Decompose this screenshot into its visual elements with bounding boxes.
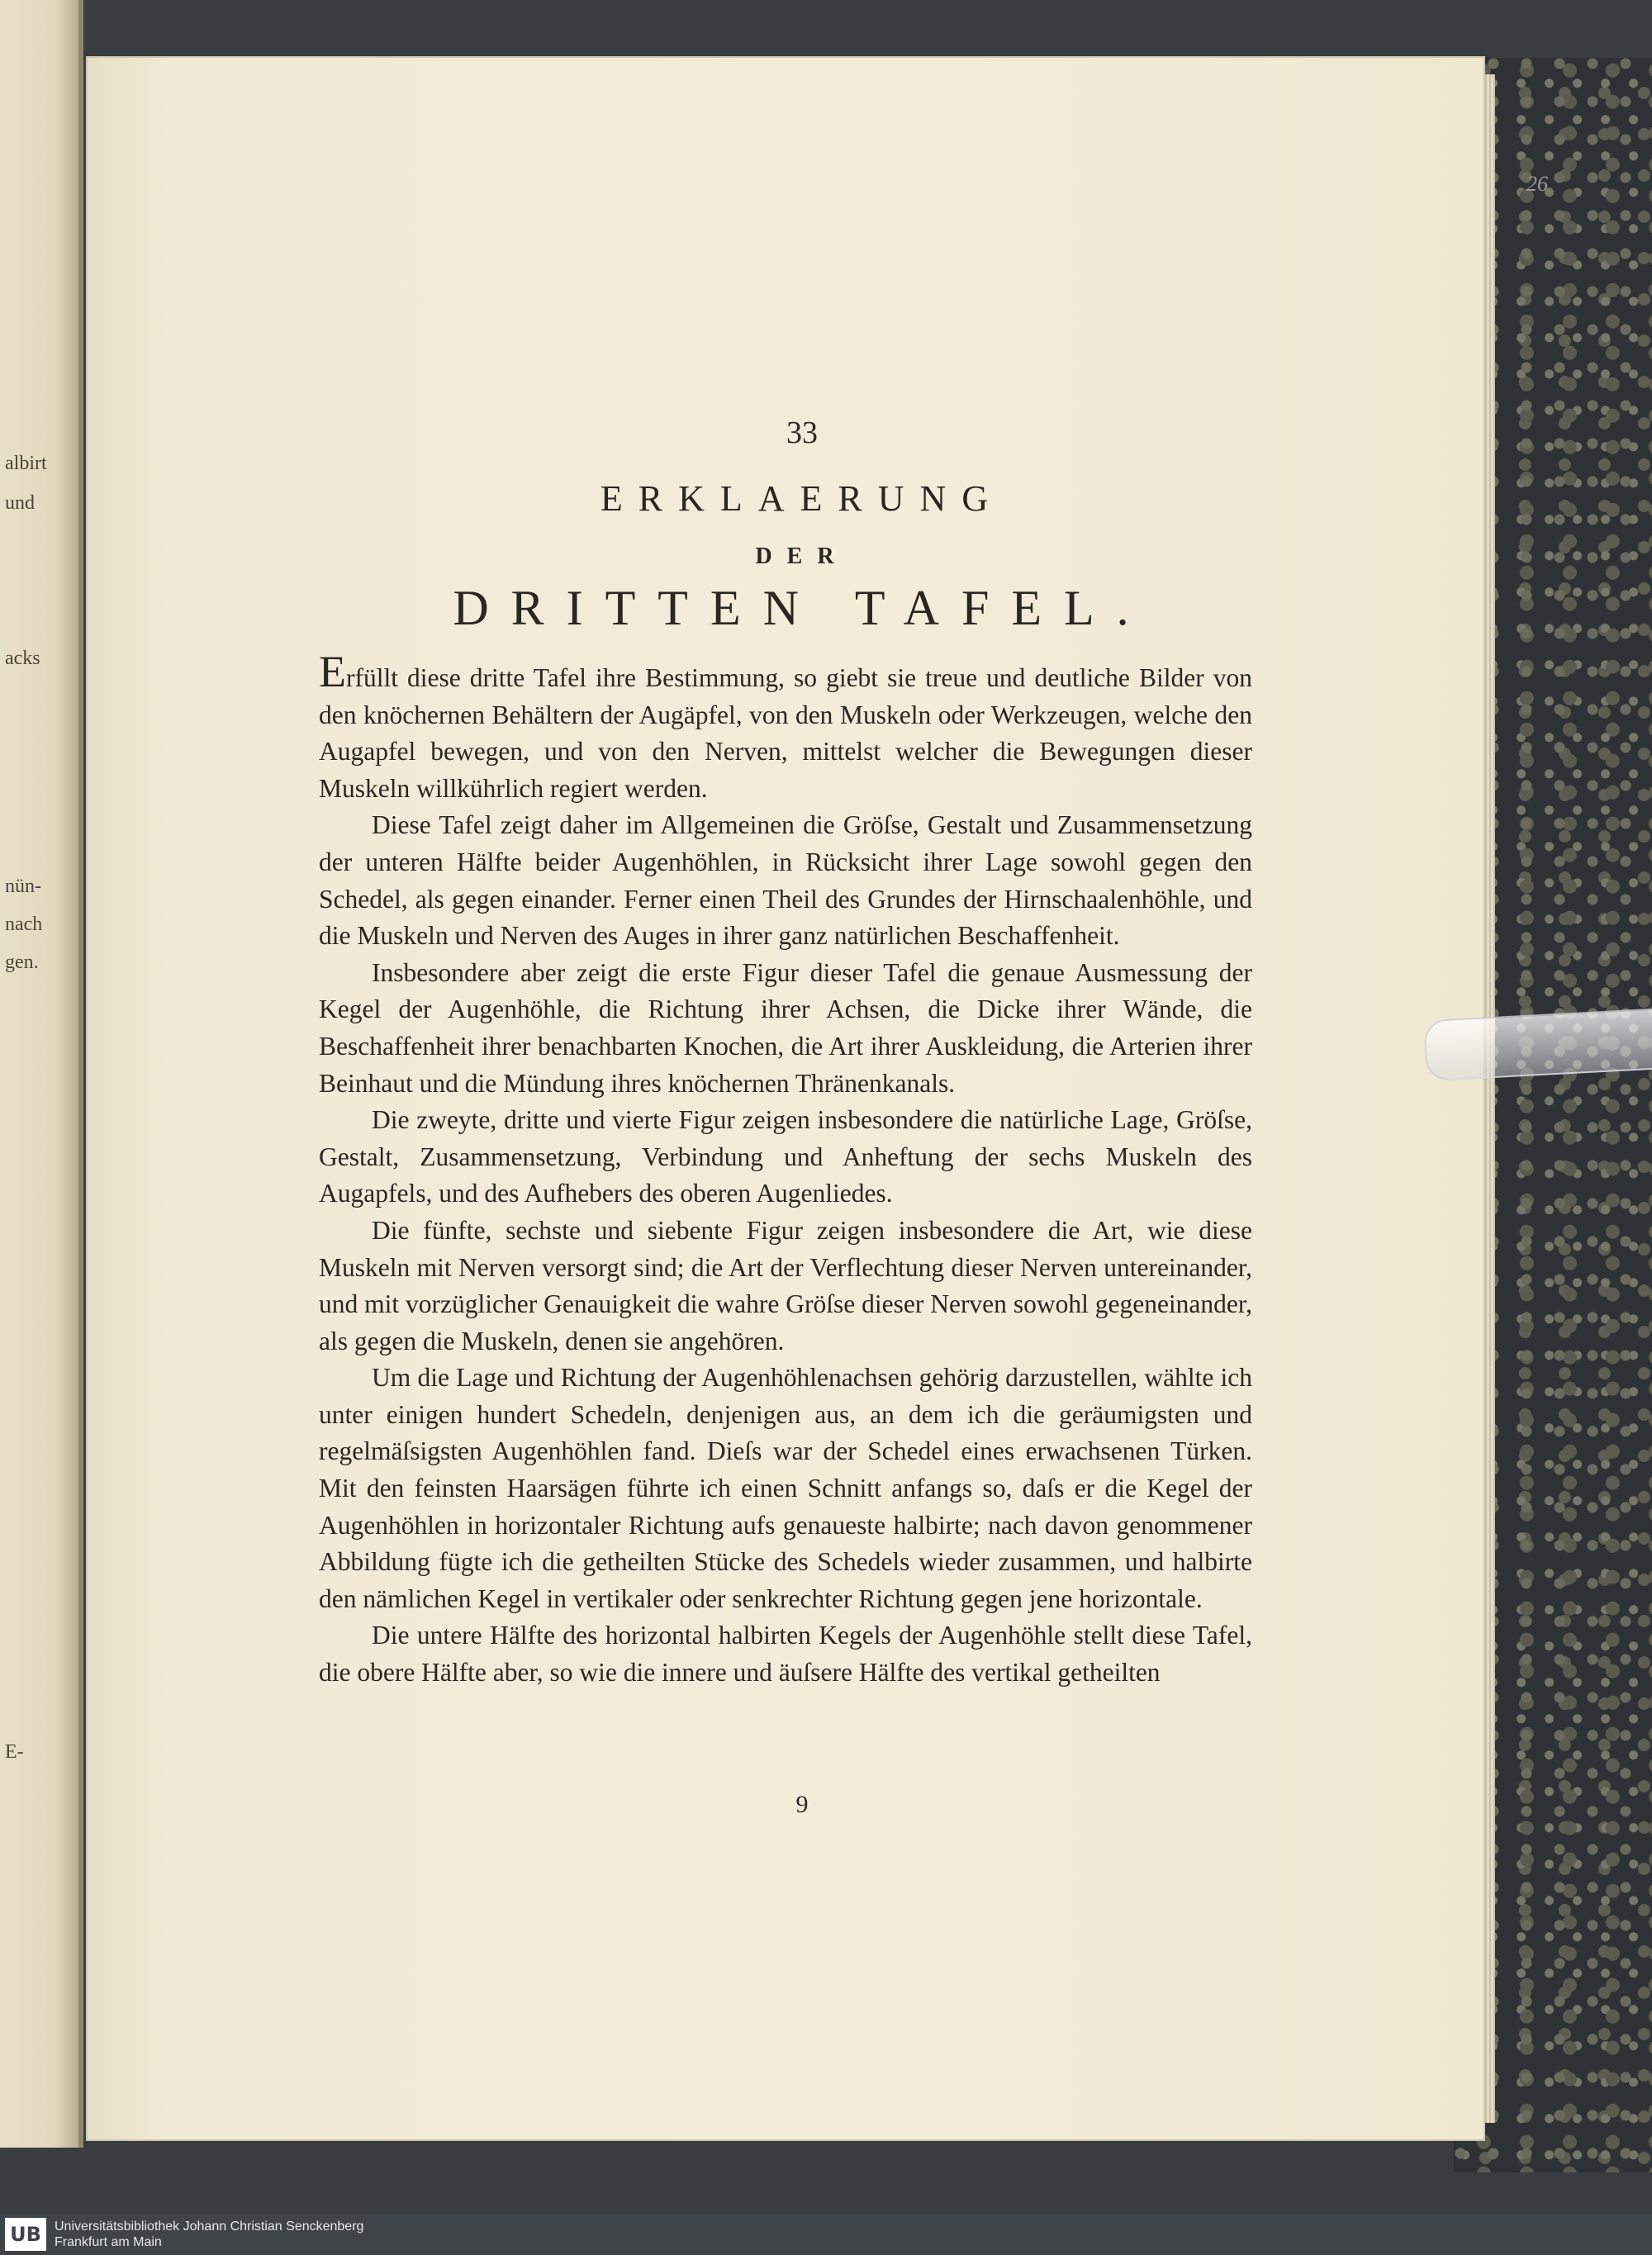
paragraph-3: Insbesondere aber zeigt die erste Figur dieser Tafel die genaue Ausmessung der Kegel der Augenhöhle, die Richtung ihrer Achsen, die Dicke ihrer Wände, die Beschaffenheit ihrer benachbarten Knochen, die Art ihrer Auskleidung, die Arterien ihrer Beinhaut und die Mündung ihres knöchernen Thränenkanals. bbox=[319, 957, 1252, 1098]
book-page bbox=[88, 58, 1548, 2139]
left-page-fragment: gen. bbox=[5, 952, 39, 973]
pencil-folio-number: 26 bbox=[1526, 172, 1548, 196]
library-name: Universitätsbibliothek Johann Christian Senckenberg bbox=[55, 2219, 364, 2234]
heading-line-2: DER bbox=[755, 544, 849, 569]
paragraph-2: Diese Tafel zeigt daher im Allgemeinen die Gröſse, Gestalt und Zusammensetzung der unteren Hälfte beider Augenhöhlen, in Rücksicht ihrer Lage sowohl gegen den Schedel, als gegen einander. Ferner einen Theil des Grundes der Hirnschaalenhöhle, und die Muskeln und Nerven des Auges in ihrer ganz natürlichen Beschaffenheit. bbox=[319, 810, 1252, 951]
paragraph-6: Um die Lage und Richtung der Augenhöhlenachsen gehörig darzustellen, wählte ich unter einigen hundert Schedeln, denjenigen aus, an dem ich die geräumigsten und regelmäſsigsten Augenhöhlen fand. Dieſs war der Schedel eines erwachsenen Türken. Mit den feinsten Haarsägen führte ich einen Schnitt anfangs so, daſs er die Kegel der Augenhöhlen in horizontaler Richtung aufs genaueste halbirte; nach davon genommener Abbildung fügte ich die getheilten Stücke des Schedels wieder zusammen, und halbirte den nämlichen Kegel in vertikaler oder senkrechter Richtung gegen jene horizontale. bbox=[319, 1363, 1252, 1613]
signature-mark: 9 bbox=[795, 1791, 809, 1818]
heading-line-3: DRITTEN TAFEL. bbox=[453, 581, 1151, 635]
body-text bbox=[319, 647, 1252, 1692]
left-page-fragment: nün- bbox=[5, 876, 41, 897]
paragraph-4: Die zweyte, dritte und vierte Figur zeigen insbesondere die natürliche Lage, Gröſse, Gestalt, Zusammensetzung, Verbindung und Anheftung der sechs Muskeln des Augapfels, und des Aufhebers des oberen Augenliedes. bbox=[319, 1105, 1252, 1208]
library-city: Frankfurt am Main bbox=[55, 2235, 162, 2249]
plexiglass-page-holder bbox=[1423, 1009, 1652, 1082]
left-page-fragment: E- bbox=[5, 1741, 24, 1763]
left-page-fragment: nach bbox=[5, 914, 43, 935]
left-page-fragment: albirt bbox=[5, 453, 47, 474]
paragraph-1-text: rfüllt diese dritte Tafel ihre Bestimmung, so giebt sie treue und deutliche Bilder von den knöchernen Behältern der Augäpfel, von den Muskeln oder Werkzeugen, welche den Augapfel bewegen, und von den Nerven, mittelst welcher die Bewegungen dieser Muskeln willkührlich regiert werden. bbox=[319, 663, 1252, 803]
left-page-fragment: und bbox=[5, 492, 35, 514]
left-page-edge bbox=[0, 0, 83, 2148]
library-footer-bar bbox=[0, 2214, 1652, 2255]
paragraph-7: Die untere Hälfte des horizontal halbirten Kegels der Augenhöhle stellt diese Tafel, die obere Hälfte aber, so wie die innere und äuſsere Hälfte des vertikal getheilten bbox=[319, 1621, 1252, 1688]
heading-line-1: ERKLAERUNG bbox=[600, 478, 1004, 519]
left-page-fragment: acks bbox=[5, 648, 40, 669]
paragraph-1 bbox=[319, 647, 1252, 807]
drop-cap: E bbox=[319, 647, 346, 696]
ub-logo-icon: UB bbox=[5, 2218, 46, 2251]
page-number: 33 bbox=[786, 415, 818, 450]
paragraph-5: Die fünfte, sechste und siebente Figur zeigen insbesondere die Art, wie diese Muskeln mit Nerven versorgt sind; die Art der Verflechtung dieser Nerven untereinander, und mit vorzüglicher Genauigkeit die wahre Gröſse dieser Nerven sowohl gegeneinander, als gegen die Muskeln, denen sie angehören. bbox=[319, 1215, 1252, 1355]
library-credit bbox=[55, 2219, 363, 2250]
